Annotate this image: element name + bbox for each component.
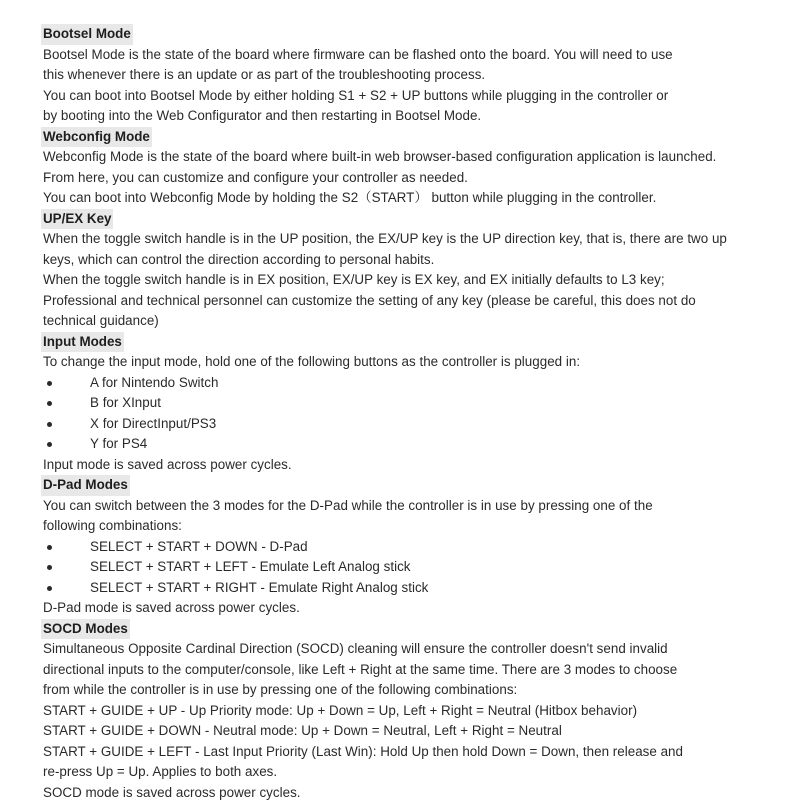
section-heading-dpad-modes: D-Pad Modes — [43, 475, 788, 496]
paragraph-line: To change the input mode, hold one of the following buttons as the controller is plugged in: — [43, 352, 788, 373]
paragraph-line: this whenever there is an update or as part of the troubleshooting process. — [43, 65, 788, 86]
paragraph-line: START + GUIDE + DOWN - Neutral mode: Up + Down = Neutral, Left + Right = Neutral — [43, 721, 788, 742]
list-item: SELECT + START + LEFT - Emulate Left Analog stick — [43, 557, 788, 578]
paragraph-line: following combinations: — [43, 516, 788, 537]
paragraph-line: directional inputs to the computer/console, like Left + Right at the same time. There are 3 modes to choose — [43, 660, 788, 681]
paragraph-line: You can boot into Bootsel Mode by either holding S1 + S2 + UP buttons while plugging in the controller or — [43, 86, 788, 107]
paragraph-line: START + GUIDE + LEFT - Last Input Priority (Last Win): Hold Up then hold Down = Down, then release and — [43, 742, 788, 763]
list-item: A for Nintendo Switch — [43, 373, 788, 394]
paragraph-line: START + GUIDE + UP - Up Priority mode: Up + Down = Up, Left + Right = Neutral (Hitbox behavior) — [43, 701, 788, 722]
paragraph-line: D-Pad mode is saved across power cycles. — [43, 598, 788, 619]
bullet-icon — [47, 442, 52, 447]
paragraph-line: You can switch between the 3 modes for the D-Pad while the controller is in use by pressing one of the — [43, 496, 788, 517]
paragraph-line: from while the controller is in use by pressing one of the following combinations: — [43, 680, 788, 701]
bullet-icon — [47, 545, 52, 550]
section-heading-input-modes: Input Modes — [43, 332, 788, 353]
paragraph-line: Bootsel Mode is the state of the board where firmware can be flashed onto the board. You will need to use — [43, 45, 788, 66]
paragraph-line: SOCD mode is saved across power cycles. — [43, 783, 788, 803]
section-heading-socd-modes: SOCD Modes — [43, 619, 788, 640]
list-item: SELECT + START + RIGHT - Emulate Right Analog stick — [43, 578, 788, 599]
bullet-icon — [47, 565, 52, 570]
paragraph-line: Simultaneous Opposite Cardinal Direction (SOCD) cleaning will ensure the controller doesn't send invalid — [43, 639, 788, 660]
section-heading-webconfig: Webconfig Mode — [43, 127, 788, 148]
paragraph-line: From here, you can customize and configure your controller as needed. — [43, 168, 788, 189]
bullet-icon — [47, 422, 52, 427]
list-item: Y for PS4 — [43, 434, 788, 455]
paragraph-line: by booting into the Web Configurator and then restarting in Bootsel Mode. — [43, 106, 788, 127]
section-heading-bootsel: Bootsel Mode — [43, 24, 788, 45]
paragraph-line: You can boot into Webconfig Mode by holding the S2（START） button while plugging in the controller. — [43, 188, 788, 209]
paragraph-line: keys, which can control the direction according to personal habits. — [43, 250, 788, 271]
paragraph-line: When the toggle switch handle is in EX position, EX/UP key is EX key, and EX initially defaults to L3 key; — [43, 270, 788, 291]
list-item: SELECT + START + DOWN - D-Pad — [43, 537, 788, 558]
section-heading-upex-key: UP/EX Key — [43, 209, 788, 230]
paragraph-line: re-press Up = Up. Applies to both axes. — [43, 762, 788, 783]
paragraph-line: Input mode is saved across power cycles. — [43, 455, 788, 476]
paragraph-line: Professional and technical personnel can customize the setting of any key (please be careful, this does not do — [43, 291, 788, 312]
paragraph-line: technical guidance) — [43, 311, 788, 332]
paragraph-line: Webconfig Mode is the state of the board where built-in web browser-based configuration application is launched. — [43, 147, 788, 168]
bullet-icon — [47, 586, 52, 591]
document-body — [43, 24, 788, 803]
list-item: B for XInput — [43, 393, 788, 414]
list-item: X for DirectInput/PS3 — [43, 414, 788, 435]
bullet-icon — [47, 381, 52, 386]
bullet-icon — [47, 401, 52, 406]
paragraph-line: When the toggle switch handle is in the UP position, the EX/UP key is the UP direction key, that is, there are two up — [43, 229, 788, 250]
